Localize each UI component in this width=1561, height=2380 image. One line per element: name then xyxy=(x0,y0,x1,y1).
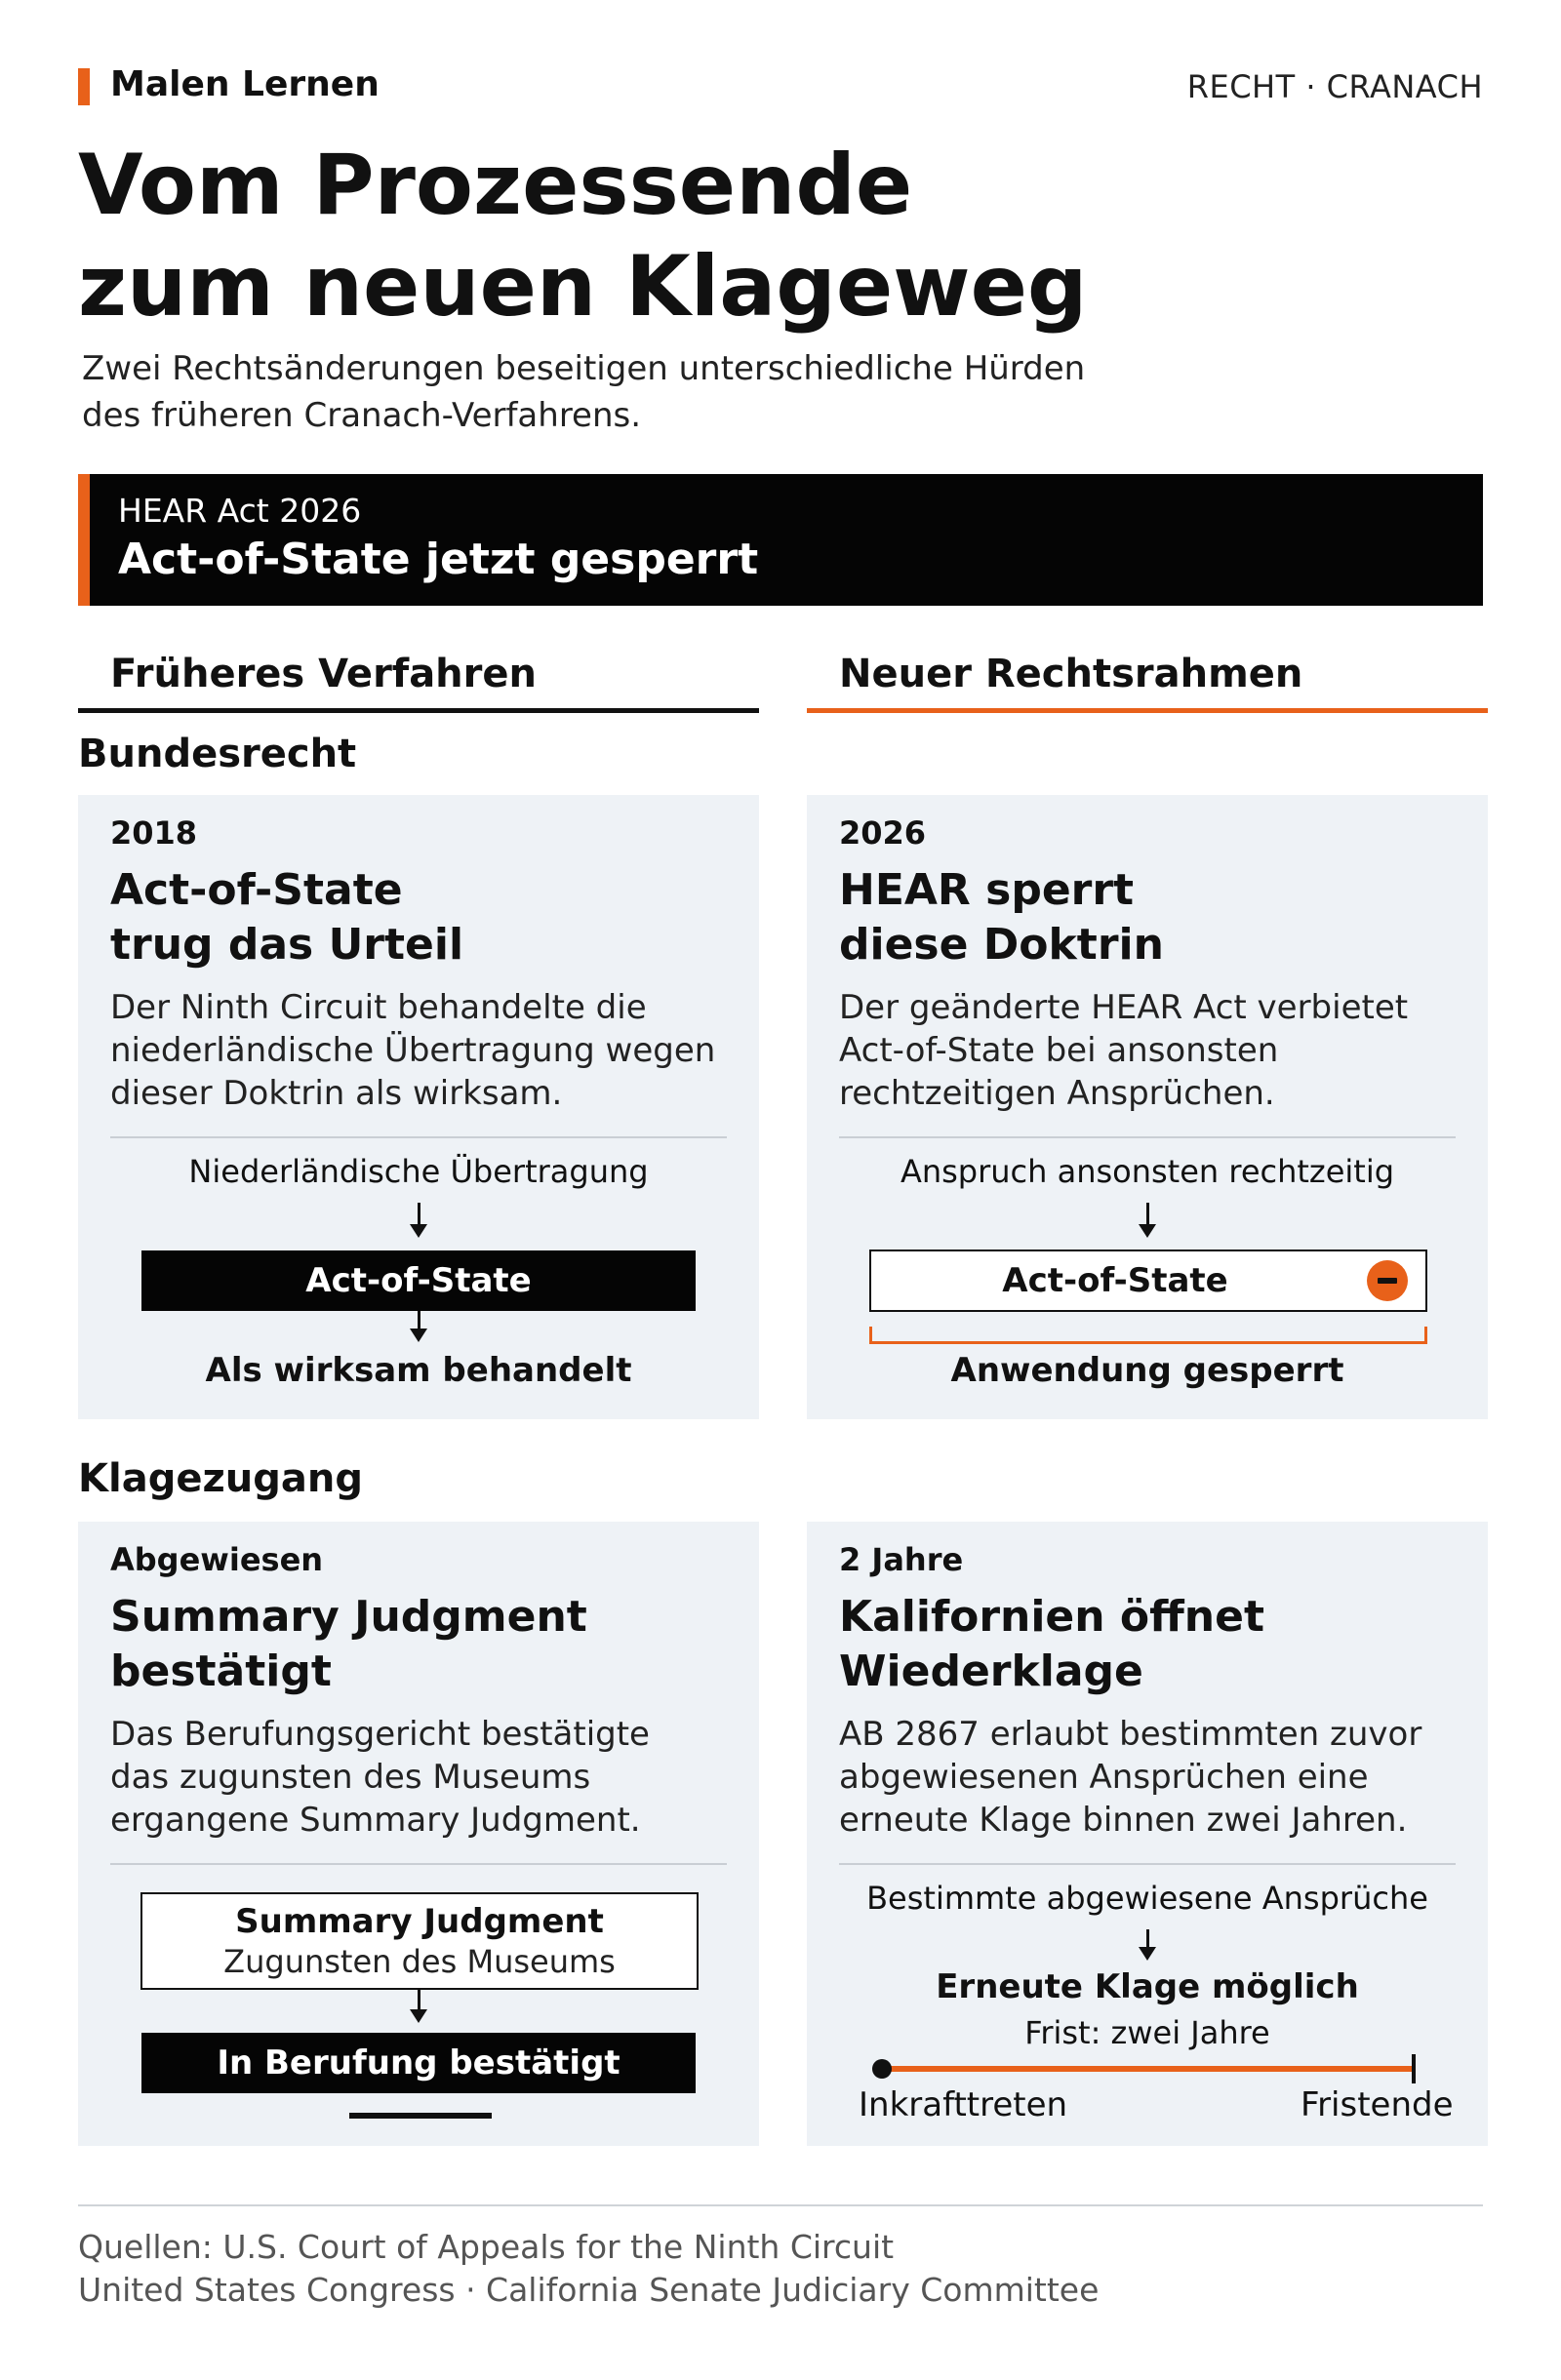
arrow-down-icon xyxy=(1146,1203,1149,1226)
arrow-head-icon xyxy=(410,1224,427,1238)
footer-divider xyxy=(78,2204,1483,2206)
closed-end-bar xyxy=(349,2113,492,2119)
blocked-minus-icon xyxy=(1367,1260,1408,1301)
judgment-box-subtitle: Zugunsten des Museums xyxy=(223,1943,616,1980)
arrow-down-icon xyxy=(418,1990,420,2011)
card-body-line: niederländische Übertragung wegen xyxy=(110,1031,716,1070)
column-rule-right xyxy=(807,708,1488,713)
arrow-head-icon xyxy=(410,2009,427,2023)
card-heading-line: Wiederklage xyxy=(839,1646,1143,1696)
doctrine-box-label: Act-of-State xyxy=(1002,1261,1228,1300)
timeline-end-tick xyxy=(1412,2054,1416,2083)
page-subtitle xyxy=(82,345,1155,439)
arrow-head-icon xyxy=(1139,1947,1156,1961)
subtitle-line-2: des früheren Cranach-Verfahrens. xyxy=(82,396,642,435)
title-line-2: zum neuen Klageweg xyxy=(78,238,1088,336)
flow-start-label: Niederländische Übertragung xyxy=(188,1153,649,1190)
card-heading-line: HEAR sperrt xyxy=(839,865,1135,915)
column-rule-left xyxy=(78,708,759,713)
card-body-line: rechtzeitigen Ansprüchen. xyxy=(839,1074,1275,1113)
card-tag: 2026 xyxy=(839,814,927,852)
card-heading-line: trug das Urteil xyxy=(110,920,464,970)
column-head-left: Früheres Verfahren xyxy=(110,652,537,696)
source-line-1: Quellen: U.S. Court of Appeals for the Ninth Circuit xyxy=(78,2228,895,2266)
card-body-line: das zugunsten des Museums xyxy=(110,1758,591,1797)
card-body-line: AB 2867 erlaubt bestimmten zuvor xyxy=(839,1715,1422,1754)
card-body xyxy=(110,986,735,1115)
topic-kicker: RECHT · CRANACH xyxy=(1186,68,1483,105)
card-body xyxy=(839,986,1463,1115)
banner-title: Act-of-State jetzt gesperrt xyxy=(118,535,759,584)
source-line-2: United States Congress · California Senate Judiciary Committee xyxy=(78,2271,1100,2309)
card-body-line: erneute Klage binnen zwei Jahren. xyxy=(839,1801,1408,1840)
brand-name: Malen Lernen xyxy=(110,64,380,104)
flow-start-label: Anspruch ansonsten rechtzeitig xyxy=(900,1153,1395,1190)
card-divider xyxy=(110,1136,727,1138)
card-tag: 2 Jahre xyxy=(839,1541,964,1578)
card-divider xyxy=(839,1863,1456,1865)
arrow-down-icon xyxy=(1146,1929,1149,1949)
card-divider xyxy=(839,1136,1456,1138)
card-body-line: ergangene Summary Judgment. xyxy=(110,1801,641,1840)
card-body xyxy=(110,1713,735,1842)
card-access-new xyxy=(807,1522,1488,2146)
timeline-start-dot xyxy=(872,2059,892,2079)
judgment-box-title: Summary Judgment xyxy=(235,1902,604,1941)
card-body-line: Act-of-State bei ansonsten xyxy=(839,1031,1279,1070)
card-tag: Abgewiesen xyxy=(110,1541,324,1578)
card-heading xyxy=(839,1590,1264,1699)
banner-accent-bar xyxy=(78,474,90,606)
card-body-line: Der geänderte HEAR Act verbietet xyxy=(839,988,1409,1027)
card-heading-line: bestätigt xyxy=(110,1646,332,1696)
section-heading-federal: Bundesrecht xyxy=(78,732,357,776)
flow-result-label: Als wirksam behandelt xyxy=(205,1351,632,1390)
headline-banner xyxy=(78,474,1483,606)
timeline-end-label: Fristende xyxy=(1301,2085,1454,2124)
column-head-right: Neuer Rechtsrahmen xyxy=(839,652,1303,696)
card-tag: 2018 xyxy=(110,814,198,852)
card-heading-line: Act-of-State xyxy=(110,865,403,915)
deadline-timeline xyxy=(881,2066,1414,2072)
deadline-label: Frist: zwei Jahre xyxy=(1024,2014,1270,2051)
card-body xyxy=(839,1713,1463,1842)
doctrine-box: Act-of-State xyxy=(141,1250,696,1311)
card-access-old xyxy=(78,1522,759,2146)
card-heading-line: Kalifornien öffnet xyxy=(839,1592,1264,1642)
flow-start-label: Bestimmte abgewiesene Ansprüche xyxy=(866,1880,1428,1917)
arrow-head-icon xyxy=(410,1329,427,1342)
timeline-start-label: Inkrafttreten xyxy=(859,2085,1068,2124)
refiling-label: Erneute Klage möglich xyxy=(936,1967,1359,2006)
card-heading-line: Summary Judgment xyxy=(110,1592,587,1642)
card-heading xyxy=(110,1590,587,1699)
arrow-head-icon xyxy=(1139,1224,1156,1238)
page-title xyxy=(78,135,1087,337)
arrow-down-icon xyxy=(418,1203,420,1226)
brand-accent-bar xyxy=(78,68,90,105)
judgment-box xyxy=(140,1892,699,1990)
title-line-1: Vom Prozessende xyxy=(78,137,913,234)
card-divider xyxy=(110,1863,727,1865)
card-body-line: abgewiesenen Ansprüchen eine xyxy=(839,1758,1369,1797)
card-federal-new xyxy=(807,795,1488,1419)
affirmed-box: In Berufung bestätigt xyxy=(141,2033,696,2093)
card-body-line: Der Ninth Circuit behandelte die xyxy=(110,988,647,1027)
card-body-line: dieser Doktrin als wirksam. xyxy=(110,1074,563,1113)
banner-label: HEAR Act 2026 xyxy=(118,492,362,530)
card-heading xyxy=(110,863,463,972)
arrow-down-icon xyxy=(418,1311,420,1330)
card-heading-line: diese Doktrin xyxy=(839,920,1164,970)
card-federal-old xyxy=(78,795,759,1419)
flow-result-label: Anwendung gesperrt xyxy=(950,1351,1344,1390)
doctrine-box-blocked xyxy=(869,1250,1427,1312)
blocked-bracket xyxy=(869,1327,1427,1344)
subtitle-line-1: Zwei Rechtsänderungen beseitigen unterschiedliche Hürden xyxy=(82,349,1086,388)
card-heading xyxy=(839,863,1164,972)
section-heading-access: Klagezugang xyxy=(78,1456,363,1501)
card-body-line: Das Berufungsgericht bestätigte xyxy=(110,1715,650,1754)
